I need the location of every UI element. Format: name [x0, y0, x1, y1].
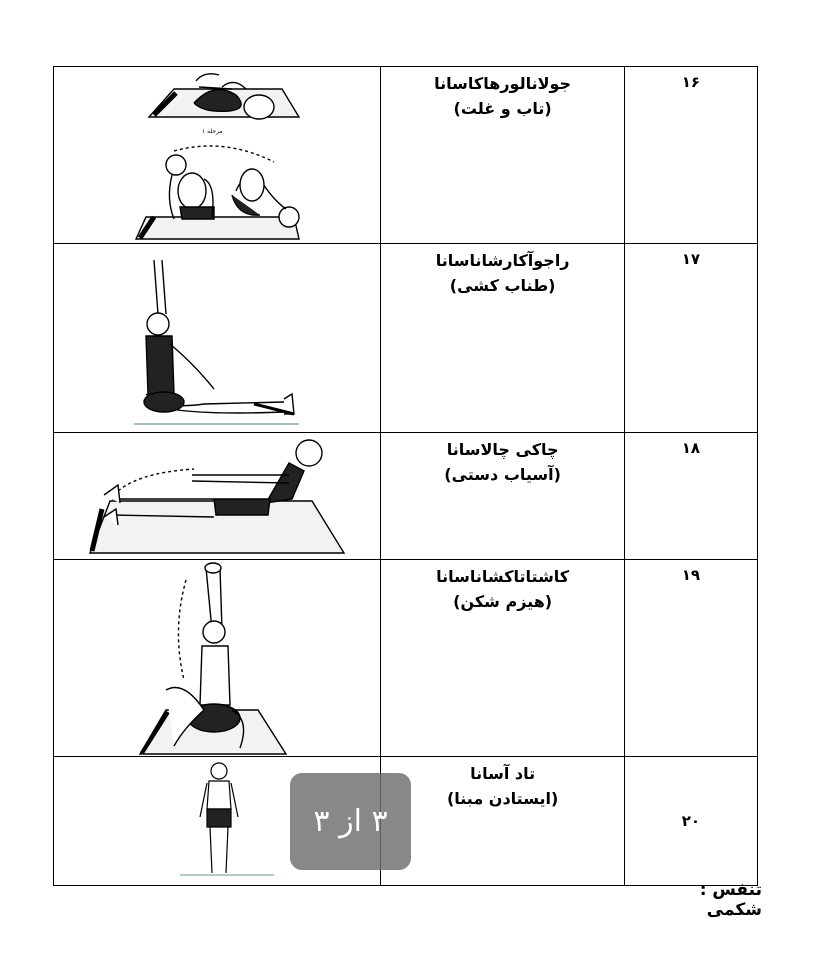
pose-translation: (تاب و غلت)	[453, 99, 552, 118]
row-number: ۱۸	[624, 433, 757, 560]
table-row	[54, 244, 758, 433]
breathing-note: تنفس : شکمی	[699, 880, 762, 920]
pose-translation: (ایستادن مبنا)	[446, 789, 559, 808]
exercise-name-cell	[381, 244, 624, 433]
exercise-name-cell	[381, 433, 624, 560]
pose-name: چاکی چالاسانا	[446, 440, 559, 459]
row-number: ۱۶	[624, 67, 757, 244]
exercise-image-cell	[54, 560, 381, 757]
pose-translation: (هیزم شکن)	[453, 592, 553, 611]
exercise-name-cell	[381, 757, 624, 886]
table-row	[54, 433, 758, 560]
exercise-image-cell	[54, 67, 381, 244]
rocking-rolling-pose-illustration	[54, 67, 381, 243]
pose-translation: (طناب کشی)	[449, 276, 556, 295]
exercise-name-cell	[381, 560, 624, 757]
exercise-image-cell	[54, 244, 381, 433]
row-number: ۲۰	[624, 757, 757, 886]
table-row	[54, 67, 758, 244]
exercise-image-cell	[54, 433, 381, 560]
pose-translation: (آسیاب دستی)	[444, 465, 561, 484]
wood-chopping-pose-illustration	[54, 560, 381, 756]
figure-caption: مرحله ۱	[202, 128, 223, 135]
pose-name: راجوآکارشاناسانا	[435, 251, 570, 270]
row-number: ۱۷	[624, 244, 757, 433]
page-indicator-badge: ۳ از ۳	[290, 773, 411, 870]
exercise-name-cell	[381, 67, 624, 244]
pose-name: تاد آسانا	[470, 764, 536, 783]
rope-pulling-pose-illustration	[54, 244, 381, 432]
pose-name: جولانالورهاکاسانا	[434, 74, 572, 93]
row-number: ۱۹	[624, 560, 757, 757]
hand-mill-pose-illustration	[54, 433, 381, 559]
pose-name: کاشتاتاکشاناسانا	[436, 567, 570, 586]
exercise-table	[53, 66, 758, 886]
table-row	[54, 560, 758, 757]
